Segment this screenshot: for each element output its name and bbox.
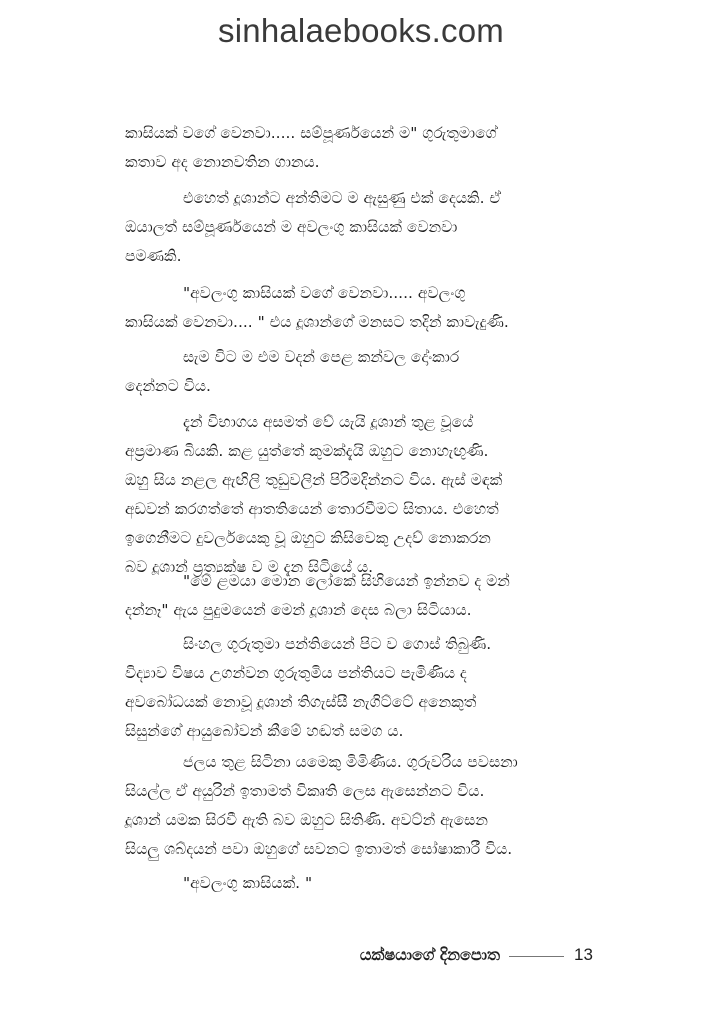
paragraph-7-line-3: අවබෝධයක් නොවූ දූශාන් තිගැස්සී නැගිට්ටේ අනෙකුත්	[125, 693, 477, 711]
paragraph-6-line-2: දන්නෑ" ඇය පුදුමයෙන් මෙන් දූශාන් දෙස බලා සිටියාය.	[125, 601, 472, 619]
paragraph-4-line-1: සැම විට ම එම වදන් පෙළ කන්වල දෝංකාර	[183, 348, 460, 366]
paragraph-1-line-2: කතාව අද නොනවතින ගානය.	[125, 153, 320, 171]
paragraph-5-line-3: ඔහු සිය නළල ඇඟිලි තුඩුවලින් පිරිමදින්නට විය. ඇස් මඳක්	[125, 471, 503, 489]
paragraph-5-line-6: බව දූශාන් ප්‍රත්‍යක්ෂ ව ම දැන සිටියේ ය.	[125, 558, 374, 576]
paragraph-5-line-2: අප්‍රමාණ බියකි. කළ යුත්තේ කුමක්දැයි ඔහුට නොහැඟුණි.	[125, 442, 489, 460]
paragraph-2-line-2: ඔයාලත් සම්පූර්ණයෙන් ම අවලංගු කාසියක් වෙනවා	[125, 218, 458, 236]
paragraph-3-line-2: කාසියක් වෙනවා.... " එය දූශාන්ගේ මනසට තදින් කාවැදුණි.	[125, 313, 509, 331]
paragraph-5-line-4: අඩවන් කරගත්තේ ආතතියෙන් තොරවීමට සිතාය. එහෙත්	[125, 500, 499, 518]
paragraph-3-line-1: "අවලංගු කාසියක් වගේ වෙනවා..... අවලංගු	[183, 284, 466, 302]
footer-rule-divider	[509, 956, 564, 957]
paragraph-7-line-4: සිසුන්ගේ ආයුබෝවන් කීමේ හඬත් සමග ය.	[125, 722, 404, 740]
paragraph-9-line-1: "අවලංගු කාසියක්. "	[183, 874, 313, 892]
paragraph-1-line-1: කාසියක් වගේ වෙනවා..... සම්පූර්ණයෙන් ම" ගුරුතුමාගේ	[125, 124, 497, 142]
running-footer-book-title: යක්ෂයාගේ දිනපොත	[359, 945, 500, 964]
paragraph-8-line-3: දූශාන් යමක සිරවී ඇති බව ඔහුට සිතිණි. අවට්න් ඇසෙන	[125, 811, 488, 829]
site-watermark-header: sinhalaebooks.com	[218, 12, 504, 49]
paragraph-5-line-5: ඉගෙනීමට දුවර්ලයෙකු වූ ඔහුට කිසිවෙකු උදව් නොකරන	[125, 529, 491, 547]
paragraph-2-line-3: පමණකි.	[125, 247, 182, 265]
paragraph-8-line-4: සියලු ශබ්දයන් පවා ඔහුගේ සවනට ඉතාමත් සෝෂාකාරී විය.	[125, 840, 513, 858]
paragraph-8-line-1: ජලය තුළ සිටිනා යමෙකු මිමිණිය. ගුරුවරිය පවසනා	[183, 753, 518, 771]
paragraph-8-line-2: සියල්ල ඒ අයුරින් ඉතාමත් විකෘති ලෙස ඇසෙන්නට විය.	[125, 782, 485, 800]
paragraph-2-line-1: එහෙත් දූශාන්ට අන්තිමට ම ඇසුණු එක් දෙයකි. ඒ	[183, 189, 502, 207]
paragraph-6-line-1: "මේ ළමයා මොන ලෝකේ සිහියෙන් ඉන්නව ද මන්	[183, 572, 510, 590]
paragraph-7-line-1: සිංහල ගුරුතුමා පන්තියෙන් පිට ව ගොස් තිබුණි.	[183, 635, 492, 653]
page-footer	[0, 944, 600, 968]
page-number: 13	[574, 945, 593, 964]
paragraph-7-line-2: විද්‍යාව විෂය උගන්වන ගුරුතුමිය පන්තියට පැමිණිය ද	[125, 664, 467, 682]
paragraph-4-line-2: දෙන්නට විය.	[125, 377, 211, 395]
paragraph-5-line-1: දැන් විභාගය අසමත් වේ යැයි දූශාන් තුළ වූයේ	[183, 413, 474, 431]
